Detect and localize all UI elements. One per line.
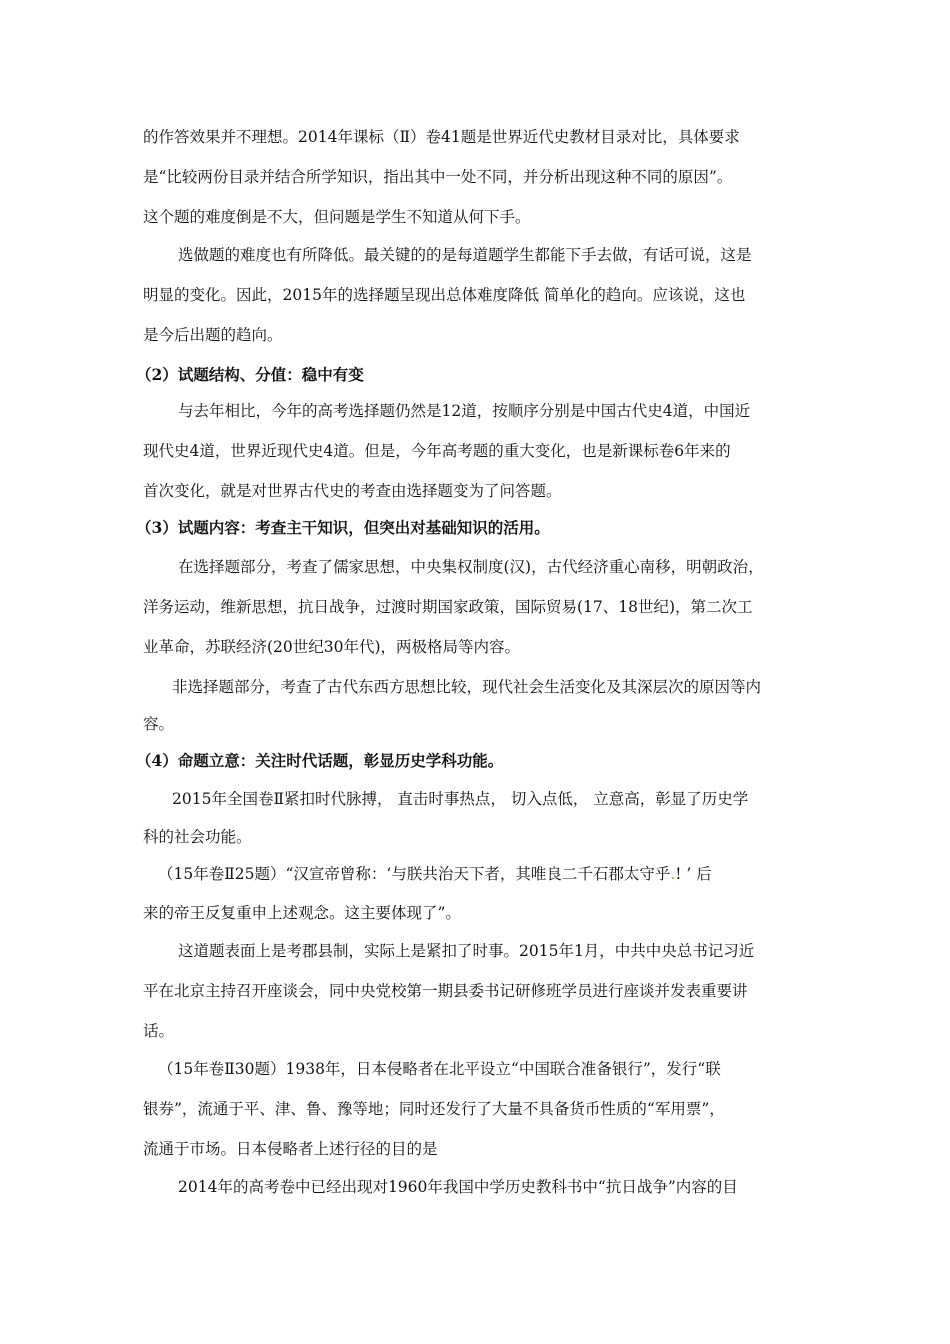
paragraph-indent-line: 这道题表面上是考郡县制，实际上是紧扣了时事。2015年1月，中共中央总书记习近 [178, 942, 755, 960]
question-line [158, 864, 828, 884]
text-line: 明显的变化。因此，2015年的选择题呈现出总体难度降低 简单化的趋向。应该说，这也 [143, 286, 746, 304]
text-line: 业革命，苏联经济(20世纪30年代)，两极格局等内容。 [143, 638, 521, 656]
text-line: 来的帝王反复重申上述观念。这主要体现了”。 [143, 904, 461, 922]
text-line: 容。 [143, 715, 175, 733]
question-text-end: ! ’ 后 [675, 865, 712, 883]
text-line: 是“比较两份目录并结合所学知识，指出其中一处不同，并分析出现这种不同的原因”。 [143, 168, 733, 186]
question-text-start: （15年卷Ⅱ25题）“汉宣帝曾称：‘与朕共治天下者，其唯良二千石郡太守乎 [158, 865, 671, 883]
text-line: 的作答效果并不理想。2014年课标（Ⅱ）卷41题是世界近代史教材目录对比，具体要求 [143, 128, 740, 146]
text-line: 首次变化，就是对世界古代史的考查由选择题变为了问答题。 [143, 482, 562, 500]
text-line: 银券”，流通于平、津、鲁、豫等地；同时还发行了大量不具备货币性质的“军用票”， [143, 1100, 725, 1118]
text-line: 流通于市场。日本侵略者上述行径的目的是 [143, 1140, 438, 1158]
text-line: 这个题的难度倒是不大，但问题是学生不知道从何下手。 [143, 208, 531, 226]
question-line: （15年卷Ⅱ30题）1938年，日本侵略者在北平设立“中国联合准备银行”，发行“联 [158, 1060, 721, 1078]
paragraph-indent-line: 与去年相比，今年的高考选择题仍然是12道，按顺序分别是中国古代史4道，中国近 [178, 402, 751, 420]
paragraph-indent-line: 选做题的难度也有所降低。最关键的的是每道题学生都能下手去做，有话可说，这是 [178, 246, 752, 264]
text-line: 洋务运动，维新思想，抗日战争，过渡时期国家政策，国际贸易(17、18世纪)，第二次工 [143, 598, 753, 616]
paragraph-indent-line: 2015年全国卷Ⅱ紧扣时代脉搏， 直击时事热点， 切入点低， 立意高，彰显了历史学 [172, 790, 749, 808]
text-line: 话。 [143, 1022, 175, 1040]
text-line: 科的社会功能。 [143, 828, 252, 846]
text-line: 是今后出题的趋向。 [143, 326, 283, 344]
text-line: 现代史4道，世界近现代史4道。但是，今年高考题的重大变化，也是新课标卷6年来的 [143, 442, 731, 460]
section-heading: （2）试题结构、分值：稳中有变 [136, 365, 364, 384]
section-heading: （3）试题内容：考查主干知识，但突出对基础知识的活用。 [136, 518, 550, 537]
section-heading: （4）命题立意：关注时代话题，彰显历史学科功能。 [136, 751, 504, 770]
paragraph-indent-line: 在选择题部分，考查了儒家思想，中央集权制度(汉)，古代经济重心南移，明朝政治， [178, 558, 764, 576]
emphasis-dot: . [670, 865, 676, 883]
paragraph-indent-line: 2014年的高考卷中已经出现对1960年我国中学历史教科书中“抗日战争”内容的目 [178, 1178, 738, 1196]
paragraph-indent-line: 非选择题部分，考查了古代东西方思想比较，现代社会生活变化及其深层次的原因等内 [172, 678, 762, 696]
text-line: 平在北京主持召开座谈会，同中央党校第一期县委书记研修班学员进行座谈并发表重要讲 [143, 982, 748, 1000]
